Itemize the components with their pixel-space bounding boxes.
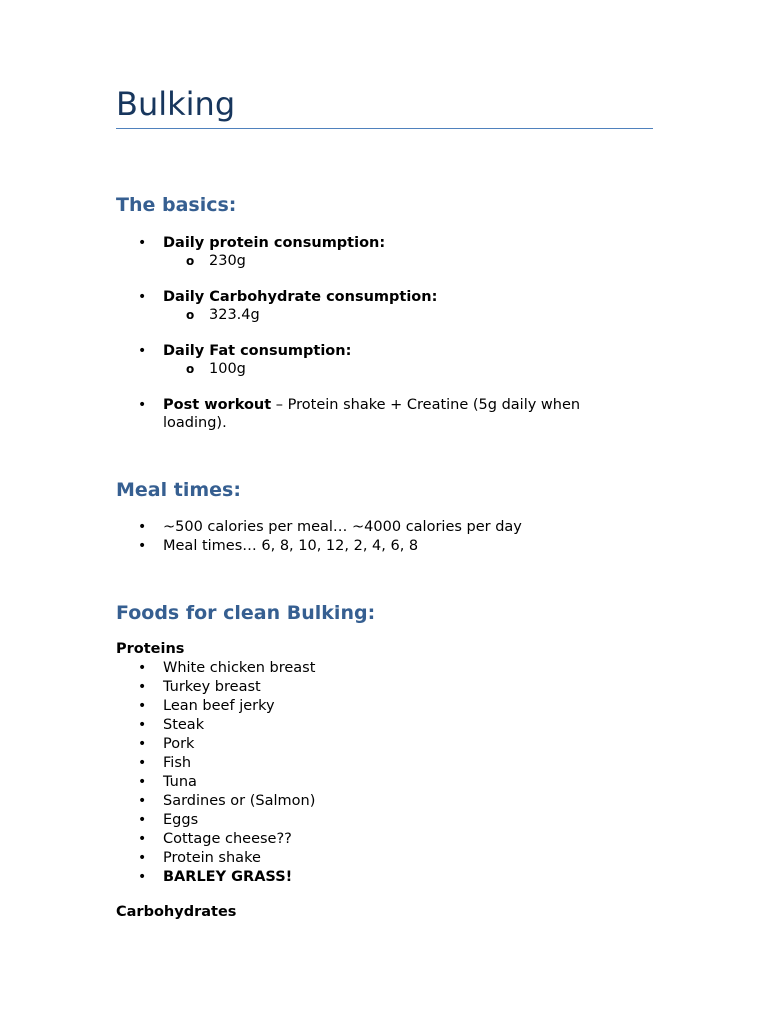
sub-bullet-icon: o [186, 254, 195, 268]
fat-consumption-value: 100g [209, 361, 246, 377]
title-underline [116, 128, 653, 129]
heading-the-basics: The basics: [116, 194, 237, 216]
meal-calories-item: ~500 calories per meal… ~4000 calories per day [163, 519, 522, 535]
bullet-icon: • [138, 679, 147, 695]
protein-list-item: Sardines or (Salmon) [163, 793, 316, 809]
bullet-icon: • [138, 519, 147, 535]
bullet-icon: • [138, 235, 147, 251]
protein-list-item: Steak [163, 717, 205, 733]
carbohydrates-subheading: Carbohydrates [116, 904, 237, 920]
protein-list-item: BARLEY GRASS! [163, 869, 293, 885]
protein-list-item: Eggs [163, 812, 199, 828]
bullet-icon: • [138, 660, 147, 676]
post-workout-text: – Protein shake + Creatine (5g daily when [271, 397, 581, 413]
protein-list-item: Cottage cheese?? [163, 831, 292, 847]
protein-list-item: White chicken breast [163, 660, 316, 676]
bullet-icon: • [138, 736, 147, 752]
bullet-icon: • [138, 793, 147, 809]
protein-list-item: Pork [163, 736, 195, 752]
bullet-icon: • [138, 869, 147, 885]
document-title: Bulking [116, 85, 236, 123]
protein-consumption-value: 230g [209, 253, 246, 269]
bullet-icon: • [138, 698, 147, 714]
bullet-icon: • [138, 774, 147, 790]
post-workout-text-continued: loading). [163, 415, 227, 431]
post-workout-label: Post workout [163, 397, 272, 413]
carbohydrate-consumption-label: Daily Carbohydrate consumption: [163, 289, 438, 305]
carbohydrate-consumption-value: 323.4g [209, 307, 260, 323]
heading-foods-for-clean-bulking: Foods for clean Bulking: [116, 602, 376, 624]
bullet-icon: • [138, 831, 147, 847]
meal-times-item: Meal times… 6, 8, 10, 12, 2, 4, 6, 8 [163, 538, 419, 554]
bullet-icon: • [138, 717, 147, 733]
post-workout-line [163, 396, 580, 415]
fat-consumption-label: Daily Fat consumption: [163, 343, 352, 359]
protein-list-item: Lean beef jerky [163, 698, 275, 714]
bullet-icon: • [138, 343, 147, 359]
protein-list-item: Protein shake [163, 850, 261, 866]
heading-meal-times: Meal times: [116, 479, 241, 501]
bullet-icon: • [138, 538, 147, 554]
protein-list-item: Fish [163, 755, 192, 771]
sub-bullet-icon: o [186, 308, 195, 322]
protein-list-item: Turkey breast [163, 679, 261, 695]
proteins-subheading: Proteins [116, 641, 185, 657]
bullet-icon: • [138, 850, 147, 866]
protein-list-item: Tuna [163, 774, 197, 790]
bullet-icon: • [138, 812, 147, 828]
sub-bullet-icon: o [186, 362, 195, 376]
protein-consumption-label: Daily protein consumption: [163, 235, 386, 251]
bullet-icon: • [138, 755, 147, 771]
bullet-icon: • [138, 289, 147, 305]
bullet-icon: • [138, 397, 147, 413]
